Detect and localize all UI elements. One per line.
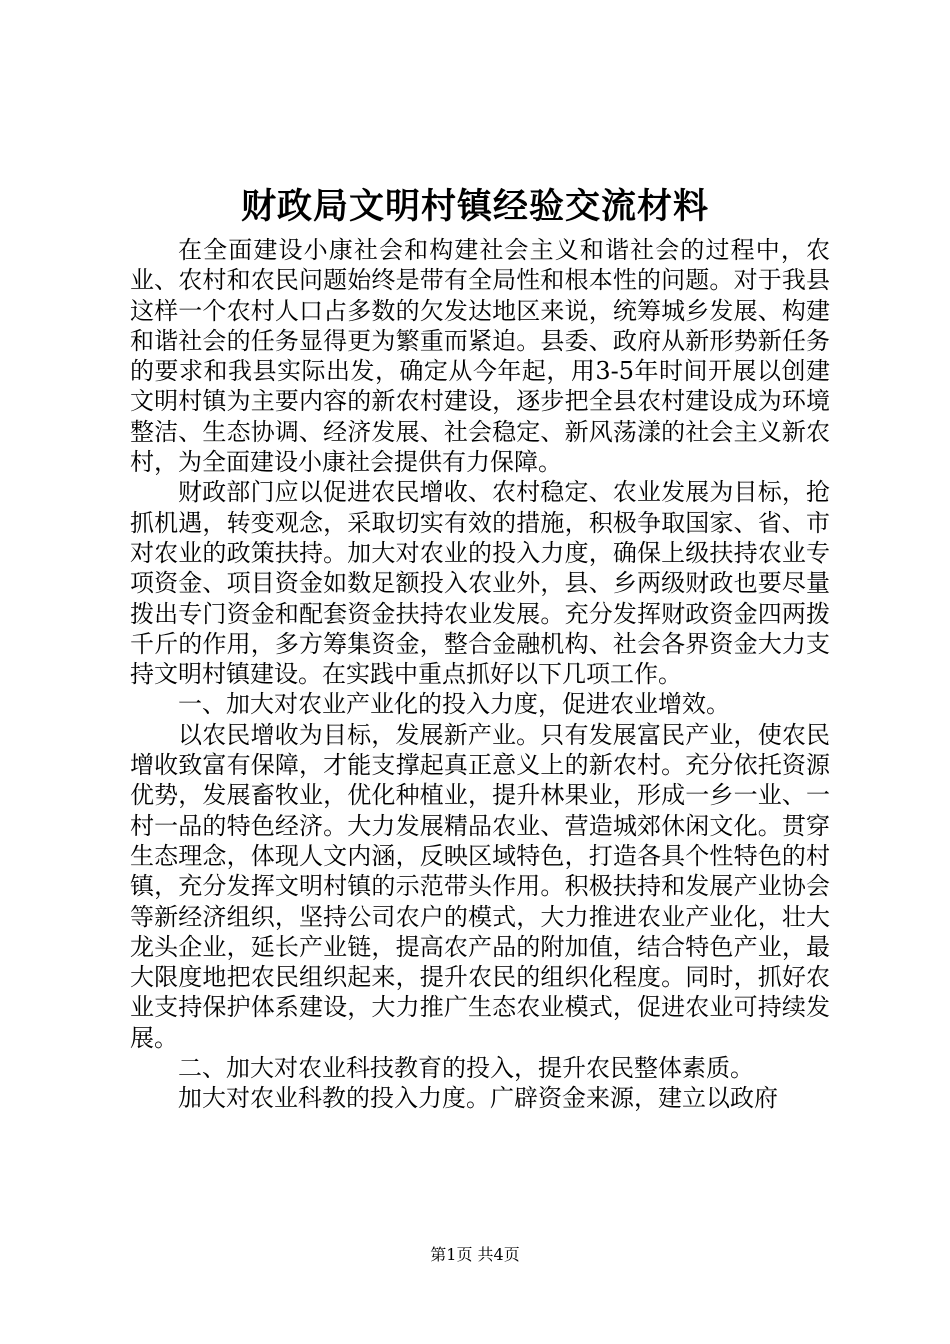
paragraph-finance-dept: 财政部门应以促进农民增收、农村稳定、农业发展为目标，抢抓机遇，转变观念，采取切实有效的措施，积极争取国家、省、市对农业的政策扶持。加大对农业的投入力度，确保上级扶持农业专项资金、项目资金如数足额投入农业外，县、乡两级财政也要尽量拨出专门资金和配套资金扶持农业发展。充分发挥财政资金四两拨千斤的作用，多方筹集资金，整合金融机构、社会各界资金大力支持文明村镇建设。在实践中重点抓好以下几项工作。 [130, 478, 830, 689]
paragraph-intro: 在全面建设小康社会和构建社会主义和谐社会的过程中，农业、农村和农民问题始终是带有全局性和根本性的问题。对于我县这样一个农村人口占多数的欠发达地区来说，统筹城乡发展、构建和谐社会的任务显得更为繁重而紧迫。县委、政府从新形势新任务的要求和我县实际出发，确定从今年起，用3-5年时间开展以创建文明村镇为主要内容的新农村建设，逐步把全县农村建设成为环境整洁、生态协调、经济发展、社会稳定、新风荡漾的社会主义新农村，为全面建设小康社会提供有力保障。 [130, 236, 830, 477]
paragraph-industrialization: 以农民增收为目标，发展新产业。只有发展富民产业，使农民增收致富有保障，才能支撑起真正意义上的新农村。充分依托资源优势，发展畜牧业，优化种植业，提升林果业，形成一乡一业、一村一品的特色经济。大力发展精品农业、营造城郊休闲文化。贯穿生态理念，体现人文内涵，反映区域特色，打造各具个性特色的村镇，充分发挥文明村镇的示范带头作用。积极扶持和发展产业协会等新经济组织，坚持公司农户的模式，大力推进农业产业化，壮大龙头企业，延长产业链，提高农产品的附加值，结合特色产业，最大限度地把农民组织起来，提升农民的组织化程度。同时，抓好农业支持保护体系建设，大力推广生态农业模式，促进农业可持续发展。 [130, 720, 830, 1052]
section-heading-1: 一、加大对农业产业化的投入力度，促进农业增效。 [178, 690, 730, 719]
page-footer: 第1页 共4页 [430, 1245, 520, 1264]
document-body [130, 235, 830, 1114]
section-heading-2: 二、加大对农业科技教育的投入，提升农民整体素质。 [178, 1054, 754, 1083]
page-title: 财政局文明村镇经验交流材料 [240, 186, 709, 227]
paragraph-science-education: 加大对农业科教的投入力度。广辟资金来源，建立以政府 [178, 1084, 778, 1113]
